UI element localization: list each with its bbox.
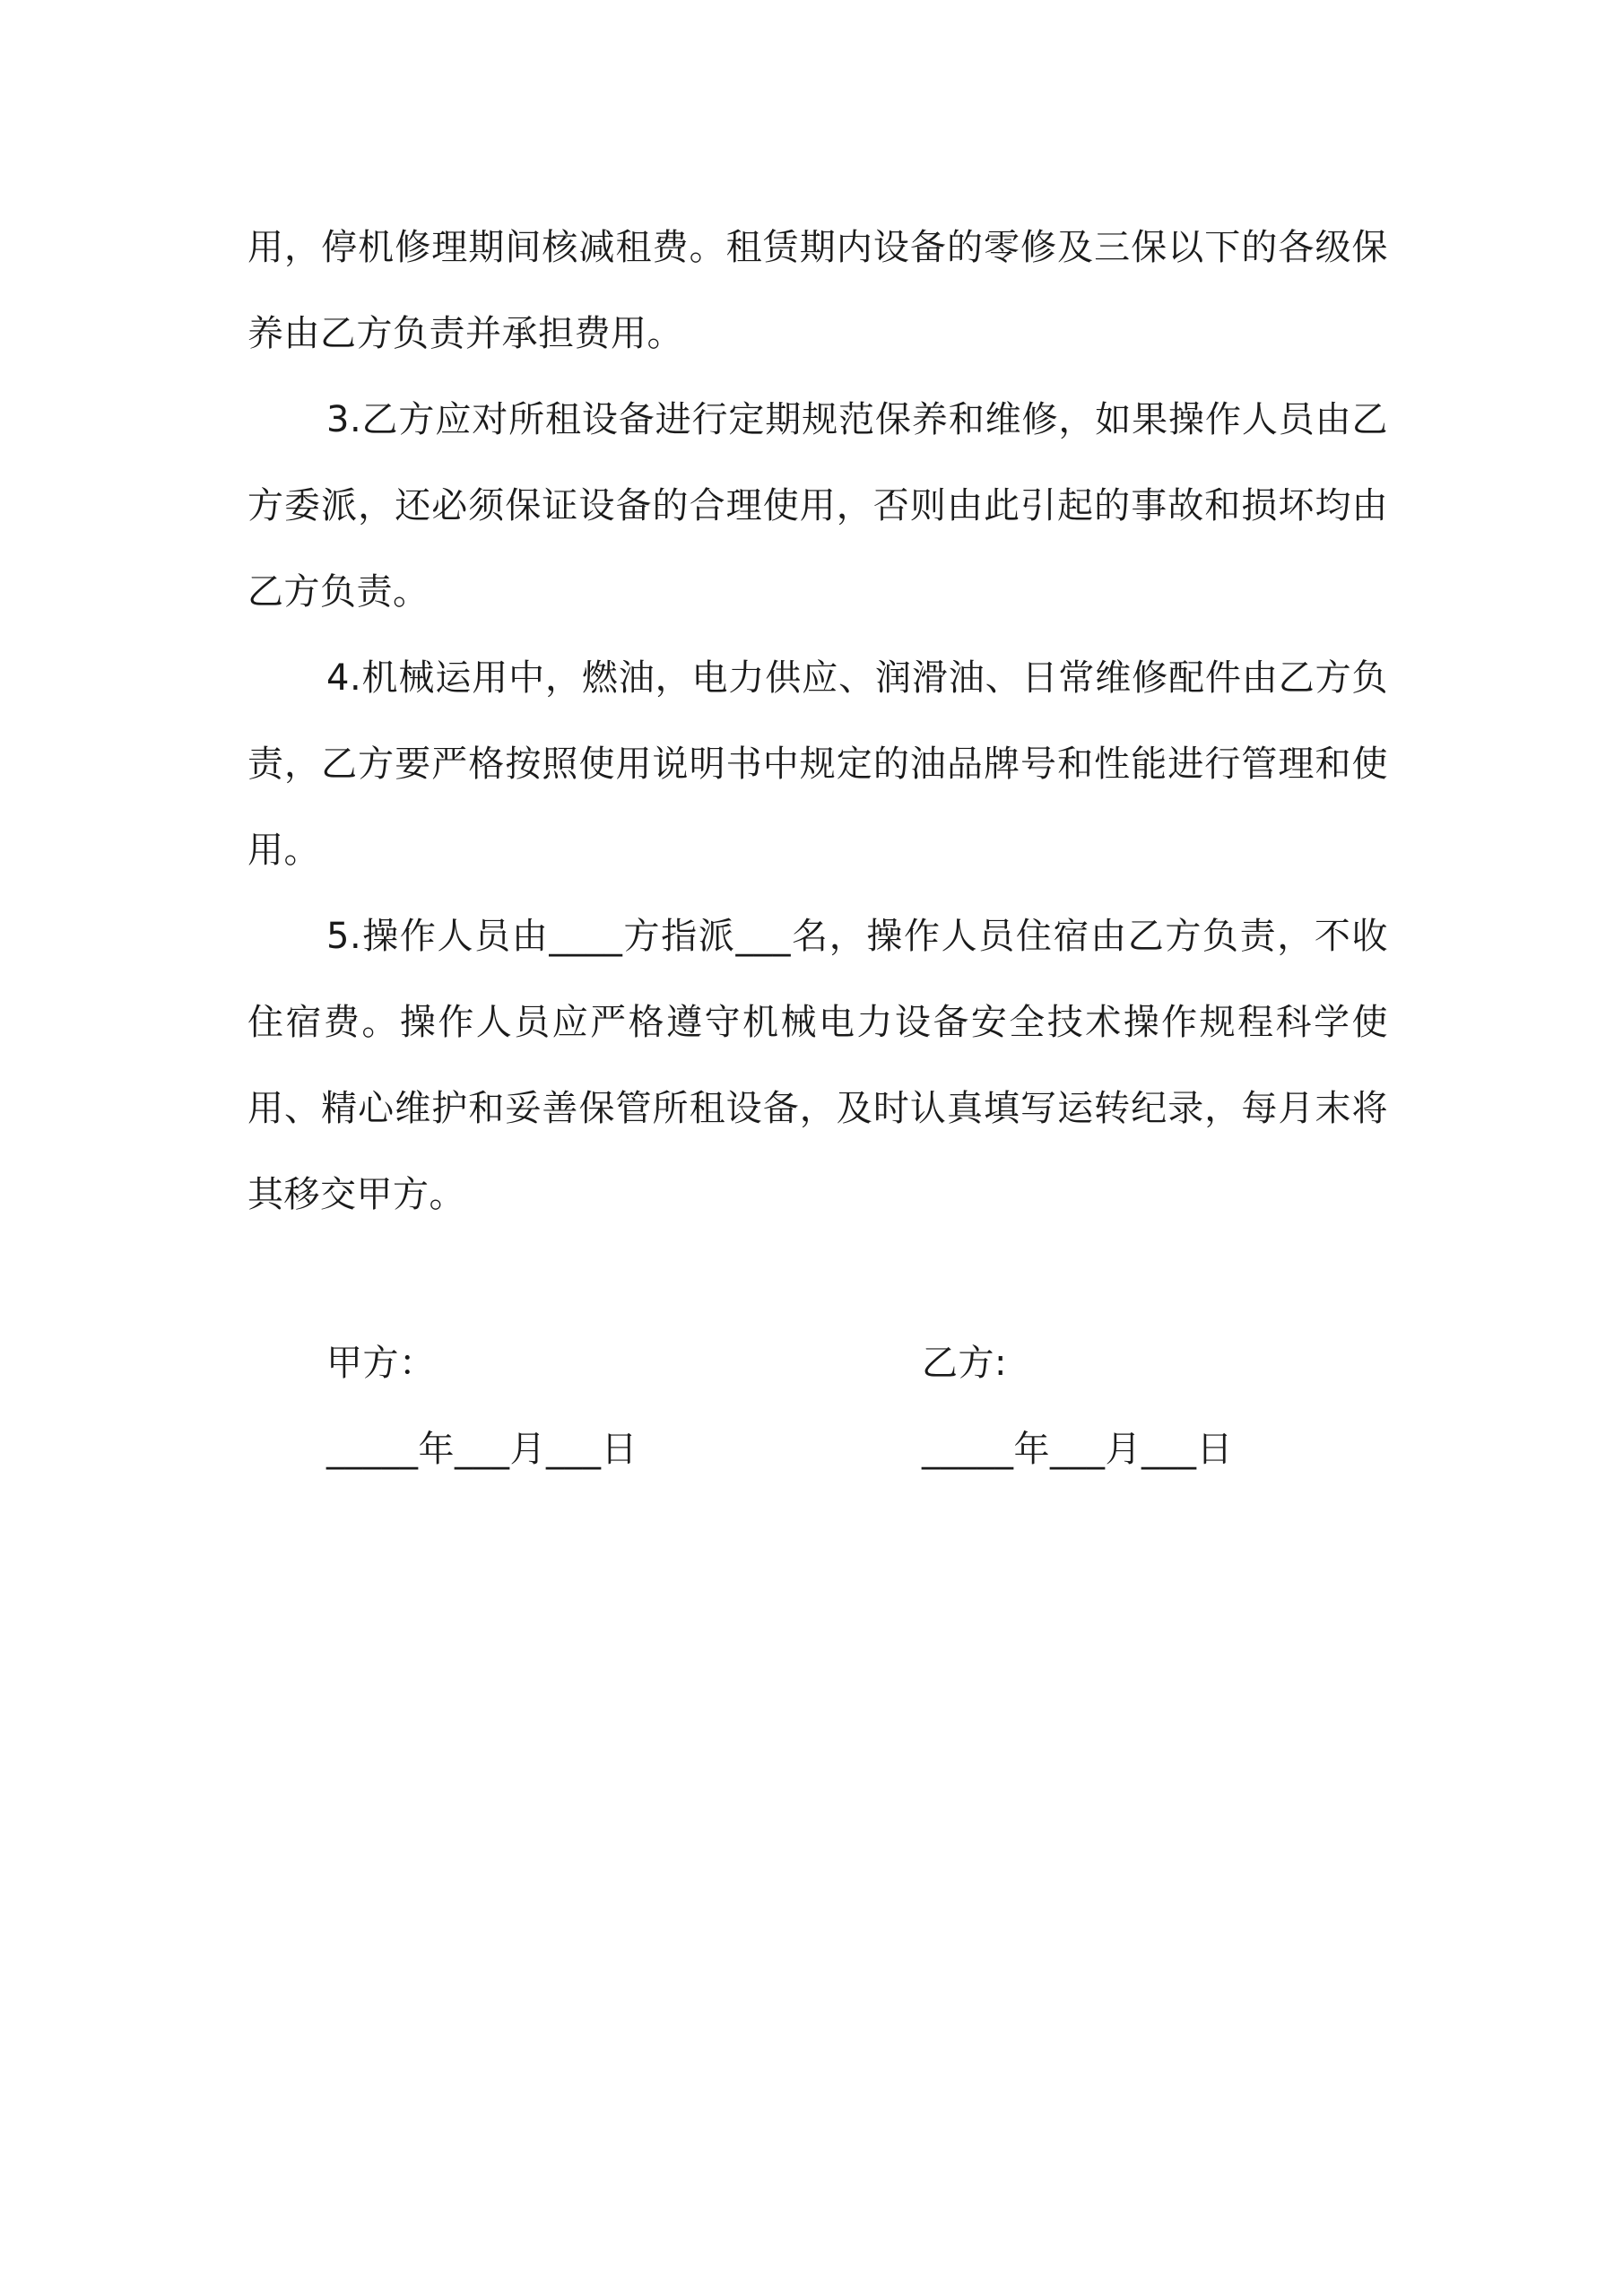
party-b-label: 乙方:	[922, 1343, 1007, 1384]
party-a-signature-block	[326, 1320, 638, 1492]
party-b-date-line: _____年___月___日	[922, 1429, 1233, 1470]
party-b-signature-block	[922, 1320, 1233, 1492]
clause-3: 3.乙方应对所租设备进行定期规范保养和维修，如果操作人员由乙方委派，还必须保证设备的合理使用，否则由此引起的事故和损坏均由乙方负责。	[247, 399, 1388, 613]
clause-5: 5.操作人员由____方指派___名，操作人员住宿由乙方负责，不收住宿费。操作人员应严格遵守机械电力设备安全技术操作规程科学使用、精心维护和妥善保管所租设备，及时认真填写运转纪录，每月末将其移交甲方。	[247, 916, 1388, 1215]
paragraph-continuation: 用，停机修理期间核减租费。租赁期内设备的零修及三保以下的各级保养由乙方负责并承担费用。	[247, 227, 1388, 354]
contract-body	[247, 204, 1388, 1238]
clause-4: 4.机械运用中，燃油，电力供应、润滑油、日常维修配件由乙方负责，乙方要严格按照使用说明书中规定的油品牌号和性能进行管理和使用。	[247, 657, 1388, 871]
party-a-date-line: _____年___月___日	[326, 1429, 638, 1470]
party-a-label: 甲方：	[326, 1343, 436, 1384]
